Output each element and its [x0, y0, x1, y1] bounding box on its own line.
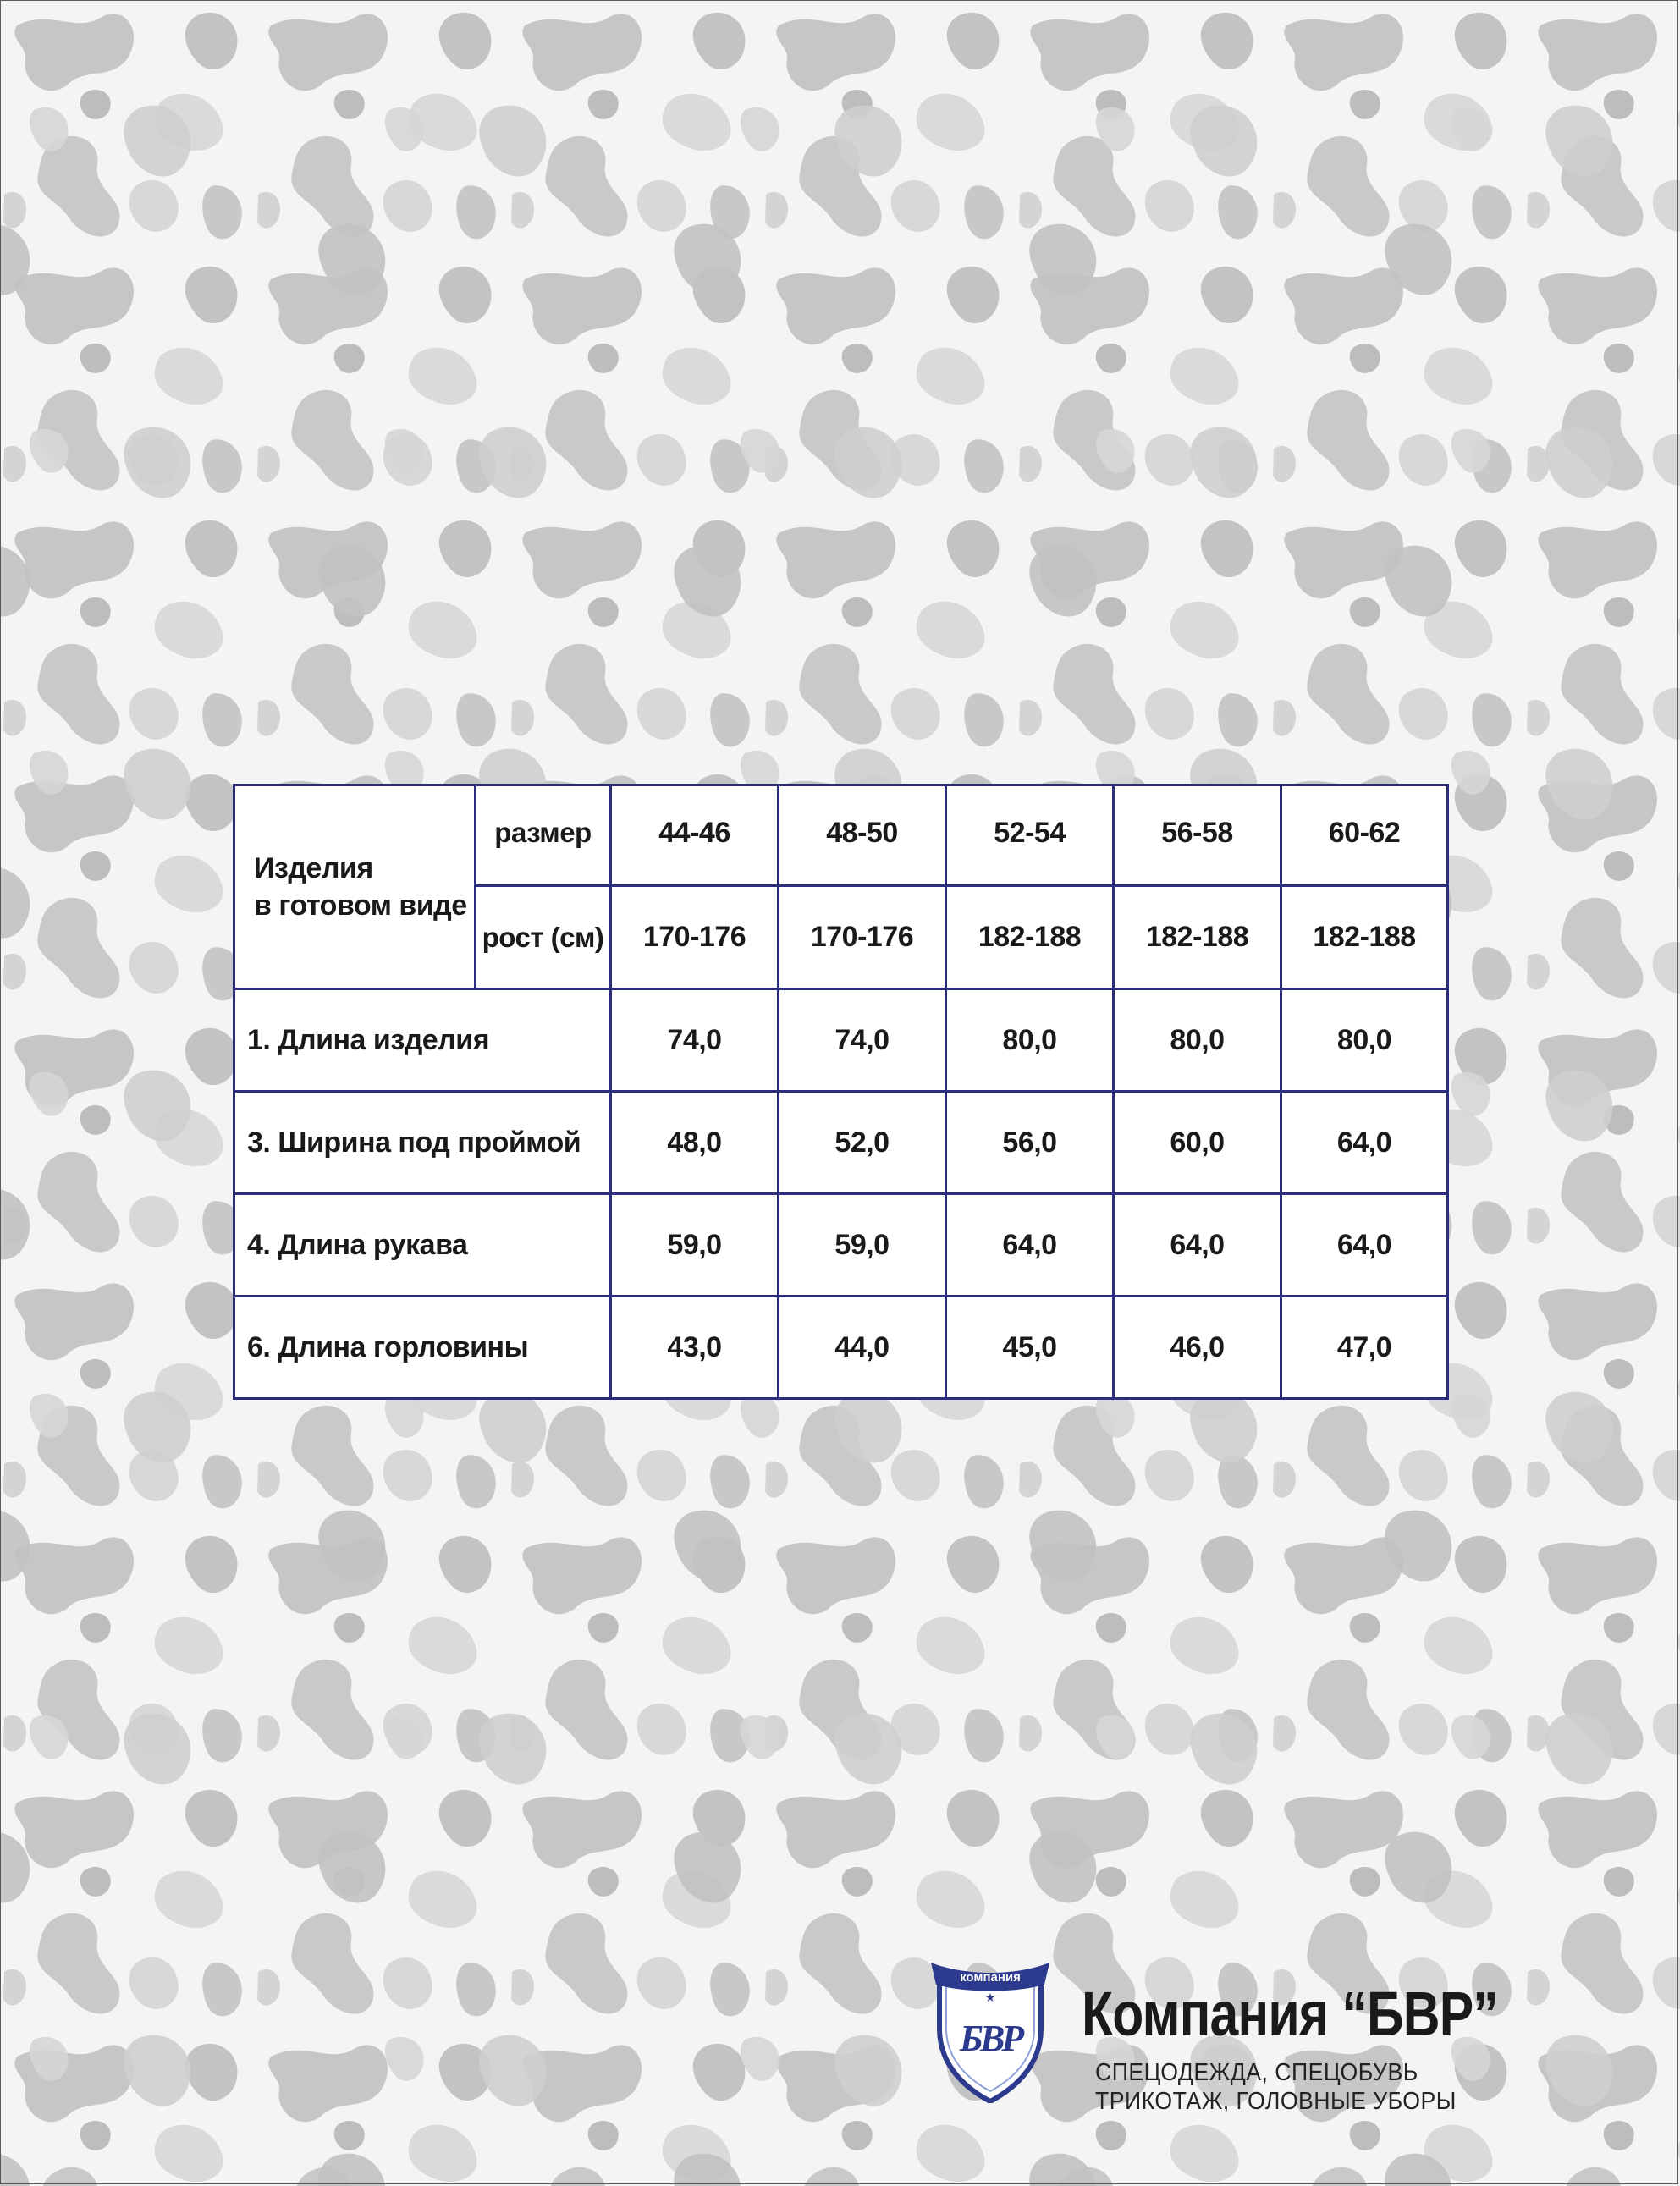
table-cell: 64,0: [946, 1194, 1114, 1297]
size-header: 60-62: [1281, 785, 1448, 886]
table-cell: 64,0: [1281, 1092, 1448, 1194]
height-header: 170-176: [611, 886, 779, 989]
table-cell: 64,0: [1281, 1194, 1448, 1297]
height-header: 182-188: [1281, 886, 1448, 989]
logo-letters: БВР: [959, 2018, 1022, 2059]
table-row: [234, 1194, 1448, 1297]
table-cell: 43,0: [611, 1297, 779, 1399]
company-name: Компания “БВР”: [1082, 1979, 1498, 2049]
size-header: 48-50: [779, 785, 946, 886]
row-label: 3. Ширина под проймой: [234, 1092, 611, 1194]
size-table: [233, 784, 1449, 1400]
size-header: 44-46: [611, 785, 779, 886]
row-label: 4. Длина рукава: [234, 1194, 611, 1297]
table-cell: 80,0: [1281, 989, 1448, 1092]
table-cell: 80,0: [946, 989, 1114, 1092]
company-tagline-line1: СПЕЦОДЕЖДА, СПЕЦОБУВЬ: [1095, 2059, 1418, 2086]
table-cell: 56,0: [946, 1092, 1114, 1194]
table-cell: 80,0: [1114, 989, 1281, 1092]
corner-label-line2: в готовом виде: [254, 889, 467, 922]
size-label: размер: [476, 785, 611, 886]
size-header: 52-54: [946, 785, 1114, 886]
row-label: 1. Длина изделия: [234, 989, 611, 1092]
size-header: 56-58: [1114, 785, 1281, 886]
corner-label-line1: Изделия: [254, 852, 373, 884]
table-cell: 48,0: [611, 1092, 779, 1194]
table-cell: 74,0: [611, 989, 779, 1092]
header-row-sizes: [234, 785, 1448, 886]
table-row: [234, 1297, 1448, 1399]
table-cell: 46,0: [1114, 1297, 1281, 1399]
row-label: 6. Длина горловины: [234, 1297, 611, 1399]
corner-header: [234, 785, 476, 989]
table-row: [234, 1092, 1448, 1194]
table-cell: 47,0: [1281, 1297, 1448, 1399]
table-cell: 45,0: [946, 1297, 1114, 1399]
table-cell: 64,0: [1114, 1194, 1281, 1297]
table-cell: 52,0: [779, 1092, 946, 1194]
height-label: рост (см): [476, 886, 611, 989]
table-cell: 60,0: [1114, 1092, 1281, 1194]
table-cell: 59,0: [779, 1194, 946, 1297]
height-header: 182-188: [946, 886, 1114, 989]
height-header: 182-188: [1114, 886, 1281, 989]
table-row: [234, 989, 1448, 1092]
table-cell: 74,0: [779, 989, 946, 1092]
height-header: 170-176: [779, 886, 946, 989]
svg-text:★: ★: [984, 1991, 996, 2005]
shield-logo-icon: [931, 1951, 1049, 2103]
logo-ribbon-text: компания: [960, 1970, 1021, 1985]
table-cell: 44,0: [779, 1297, 946, 1399]
table-cell: 59,0: [611, 1194, 779, 1297]
company-tagline-line2: ТРИКОТАЖ, ГОЛОВНЫЕ УБОРЫ: [1095, 2088, 1457, 2115]
